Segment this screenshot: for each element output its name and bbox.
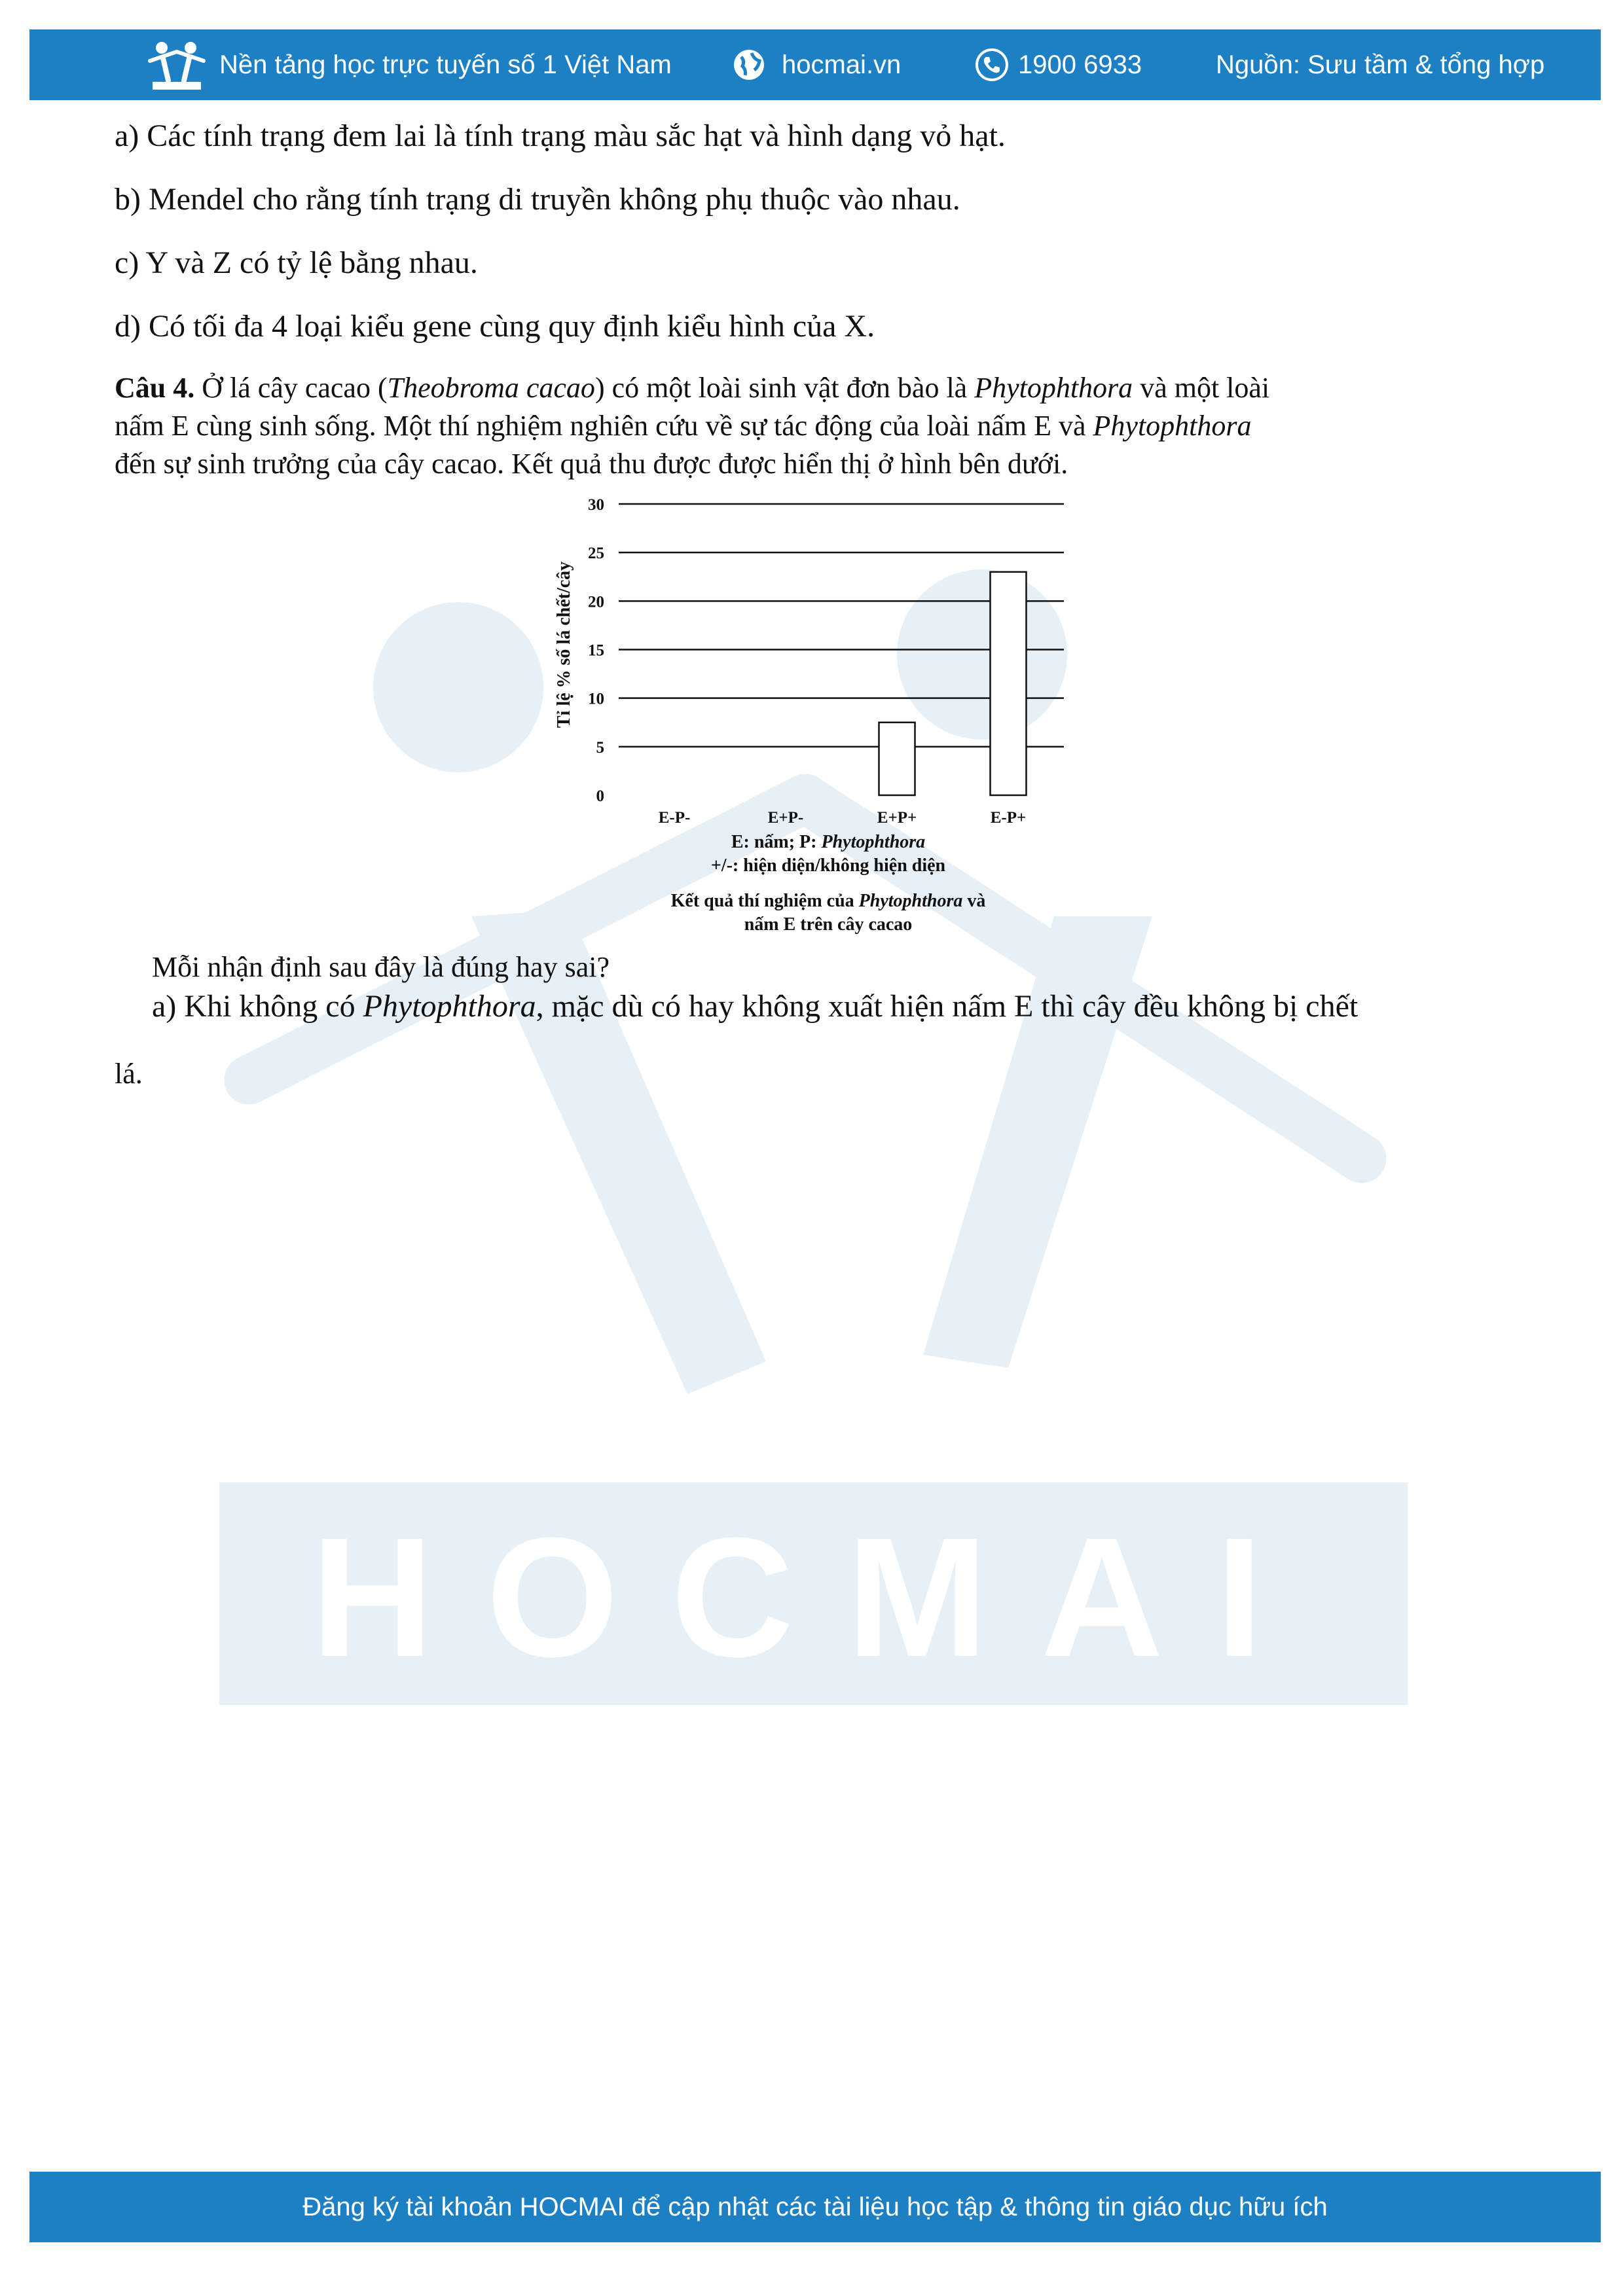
chart-legend-line-1: E: nấm; P: Phytophthora — [731, 832, 926, 852]
header-slogan: Nền tảng học trực tuyến số 1 Việt Nam — [219, 50, 672, 79]
option-d-prev: d) Có tối đa 4 loại kiểu gene cùng quy định kiểu hình của X. — [115, 309, 875, 344]
chart-caption-line-2: nấm E trên cây cacao — [744, 914, 913, 935]
chart-caption-line-1: Kết quả thí nghiệm của Phytophthora và — [670, 891, 986, 911]
footer-text: Đăng ký tài khoản HOCMAI để cập nhật các tài liệu học tập & thông tin giáo dục hữu ích — [302, 2192, 1328, 2221]
header-logo[interactable] — [147, 29, 672, 100]
prompt-text: Mỗi nhận định sau đây là đúng hay sai? — [152, 951, 610, 983]
watermark-text: HOCMAI — [310, 1503, 1316, 1693]
question-4-label: Câu 4. — [115, 372, 195, 404]
chart-y-tick-label: 15 — [588, 641, 604, 660]
header-source: Nguồn: Sưu tầm & tổng hợp — [1216, 50, 1545, 79]
header-website-text: hocmai.vn — [782, 50, 902, 79]
chart-bars — [879, 572, 1027, 795]
phone-icon — [975, 48, 1009, 82]
species-name: Theobroma cacao — [387, 372, 595, 404]
header-bar — [29, 29, 1601, 100]
option-b-prev: b) Mendel cho rằng tính trạng di truyền không phụ thuộc vào nhau. — [115, 182, 960, 217]
chart-x-tick-label: E+P- — [767, 809, 804, 827]
hocmai-logo-icon — [147, 39, 206, 91]
chart-x-tick-label: E-P- — [658, 809, 691, 827]
question-4-line-2: nấm E cùng sinh sống. Một thí nghiệm nghiên cứu về sự tác động của loài nấm E và Phytophthora — [115, 410, 1252, 442]
chart-x-tick-label: E-P+ — [990, 809, 1027, 827]
organism-name: Phytophthora — [974, 372, 1133, 404]
chart-y-tick-label: 5 — [596, 738, 604, 757]
chart-y-tick-label: 10 — [588, 690, 604, 708]
watermark-head-left — [373, 602, 543, 772]
chart-x-ticks — [659, 809, 1027, 827]
statement-a-tail: lá. — [115, 1058, 143, 1090]
option-a-prev: a) Các tính trạng đem lai là tính trạng màu sắc hạt và hình dạng vỏ hạt. — [115, 118, 1006, 153]
bar-chart — [524, 484, 1100, 942]
watermark-body-right — [923, 916, 1152, 1368]
header-phone[interactable] — [975, 29, 1142, 100]
statement-a: a) Khi không có Phytophthora, mặc dù có hay không xuất hiện nấm E thì cây đều không bị chết — [152, 989, 1359, 1024]
chart-y-tick-label: 20 — [588, 593, 604, 611]
chart-bar-E+P+ — [879, 723, 915, 795]
chart-y-axis-label: Tỉ lệ % số lá chết/cây — [554, 561, 574, 728]
footer-bar[interactable] — [29, 2172, 1601, 2242]
header-phone-text: 1900 6933 — [1018, 50, 1142, 79]
chart-y-tick-label: 30 — [588, 496, 604, 514]
chart-x-tick-label: E+P+ — [877, 809, 917, 827]
question-4-line-3: đến sự sinh trưởng của cây cacao. Kết quả thu được được hiển thị ở hình bên dưới. — [115, 448, 1068, 480]
header-website[interactable] — [732, 29, 901, 100]
question-4-line-1: Câu 4. Ở lá cây cacao (Theobroma cacao) có một loài sinh vật đơn bào là Phytophthora và một loài — [115, 372, 1270, 404]
chart-legend-line-2: +/-: hiện diện/không hiện diện — [710, 855, 946, 876]
chart-y-tick-label: 0 — [596, 787, 604, 805]
chart-bar-E-P+ — [991, 572, 1027, 795]
globe-icon — [732, 48, 766, 82]
chart-y-tick-label: 25 — [588, 545, 604, 563]
chart-y-ticks — [588, 496, 604, 805]
option-c-prev: c) Y và Z có tỷ lệ bằng nhau. — [115, 245, 478, 280]
